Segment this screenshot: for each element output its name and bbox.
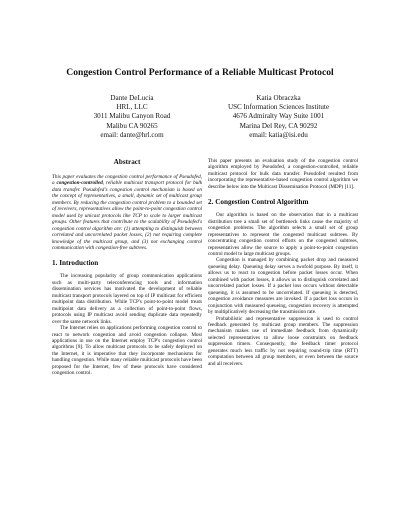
abstract-heading: Abstract: [113, 158, 141, 166]
author-name: Katia Obraczka: [256, 94, 301, 102]
author-name: Dante DeLucia: [110, 94, 154, 102]
author-org: USC Information Sciences Institute: [227, 103, 330, 112]
author-block-1: [52, 94, 212, 140]
abstract-part: , reliable multicast transport protocol for bulk data transfer. Pseudofed's congestion control mechanism is based on the concept of representatives, a small, dynamic set of multicast group members. By reducing the congestion control problem to a bounded set of receivers, representatives allow the point-to-point congestion control model used by unicast protocols like TCP to scale to larger multicast groups. Other features that contribute to the scalability of Pseudofed's congestion control algorithm are: (1) attempting to distinguish between correlated and uncorrelated packet losses, (2) not requiring complete knowledge of the multicast group, and (3) not exchanging control communication with congestion-free subtrees.: [52, 180, 203, 251]
author-address-line-1: 3011 Malibu Canyon Road: [93, 112, 171, 121]
right-column: [208, 158, 358, 367]
left-column: [52, 158, 202, 377]
author-block-2: [191, 94, 366, 140]
section-heading-algorithm: 2. Congestion Control Algorithm: [208, 198, 309, 207]
abstract-text: [52, 174, 202, 251]
author-address-line-1: 4676 Admiralty Way Suite 1001: [232, 112, 325, 121]
author-email: email: katia@isi.edu: [249, 130, 308, 139]
paragraph: Probabilistic and representative suppression is used to control feedback generated by multicast group members. The suppression mechanism makes use of immediate feedback from dynamically selected representatives to allow loose constraints on feedback suppression timers. Consequently, the feedback timer protocol generates much less traffic by not requiring round-trip time (RTT) computation between all group members, or even between the source and all receivers.: [208, 315, 358, 367]
paper-title: Congestion Control Performance of a Reliable Multicast Protocol: [66, 67, 334, 78]
paragraph: This paper presents an evaluation study of the congestion control algorithm employed by Pseudofed, a congestion-controlled, reliable multicast protocol for bulk data transfer. Pseudofed resulted from incorporating the representative-based congestion control algorithm we describe below into the Multicast Dissemination Protocol (MDP) [11].: [208, 158, 358, 190]
paragraph: The increasing popularity of group communication applications such as multi-party teleconferencing tools and information dissemination services has motivated the development of reliable multicast transport protocols layered on top of IP multicast for efficient multipoint data distribution. While TCP's point-to-point model treats multipoint data delivery as a collection of point-to-point flows, protocols using IP multicast avoid sending duplicate data repeatedly over the same network links.: [52, 273, 202, 325]
section-heading-introduction: 1. Introduction: [52, 259, 99, 268]
abstract-part: This paper evaluates the congestion control performance of Pseudofed, a: [52, 174, 202, 187]
paragraph: Our algorithm is based on the observation that in a multicast distribution tree a small set of bottleneck links cause the majority of congestion problems. The algorithm selects a small set of group representatives to represent the congested multicast subtrees. By concentrating congestion control efforts on the congested subtrees, representatives allow the source to apply a point-to-point congestion control model to large multicast groups.: [208, 212, 358, 257]
paragraph: Congestion is managed by combining packet drop and measured queueing delay. Queueing delay serves a twofold purpose. By itself, it allows us to react to congestion before packet losses occur. When combined with packet losses, it allows us to distinguish correlated and uncorrelated packet losses. If a packet loss occurs without detectable queueing, it is assumed to be uncorrelated. If queueing is detected, congestion avoidance measures are invoked. If a packet loss occurs in conjunction with measured queueing, congestion recovery is attempted by multiplicatively decreasing the transmission rate.: [208, 257, 358, 316]
abstract-emphasis: congestion-controlled: [56, 180, 103, 187]
author-email: email: dante@hrl.com: [100, 130, 164, 139]
author-address-line-2: Malibu CA 90265: [106, 121, 158, 130]
paragraph: The Internet relies on applications performing congestion control to react to network congestion and avoid congestion collapse. Most applications in use on the Internet employ TCP's congestion control algorithms [8]. To allow multicast protocols to be safely deployed on the Internet, it is imperative that they incorporate mechanisms for handling congestion. While many reliable multicast protocols have been proposed for the Internet, few of these protocols have considered congestion control.: [52, 325, 202, 377]
author-org: HRL, LLC: [116, 103, 148, 112]
author-address-line-2: Marina Del Rey, CA 90292: [239, 121, 318, 130]
